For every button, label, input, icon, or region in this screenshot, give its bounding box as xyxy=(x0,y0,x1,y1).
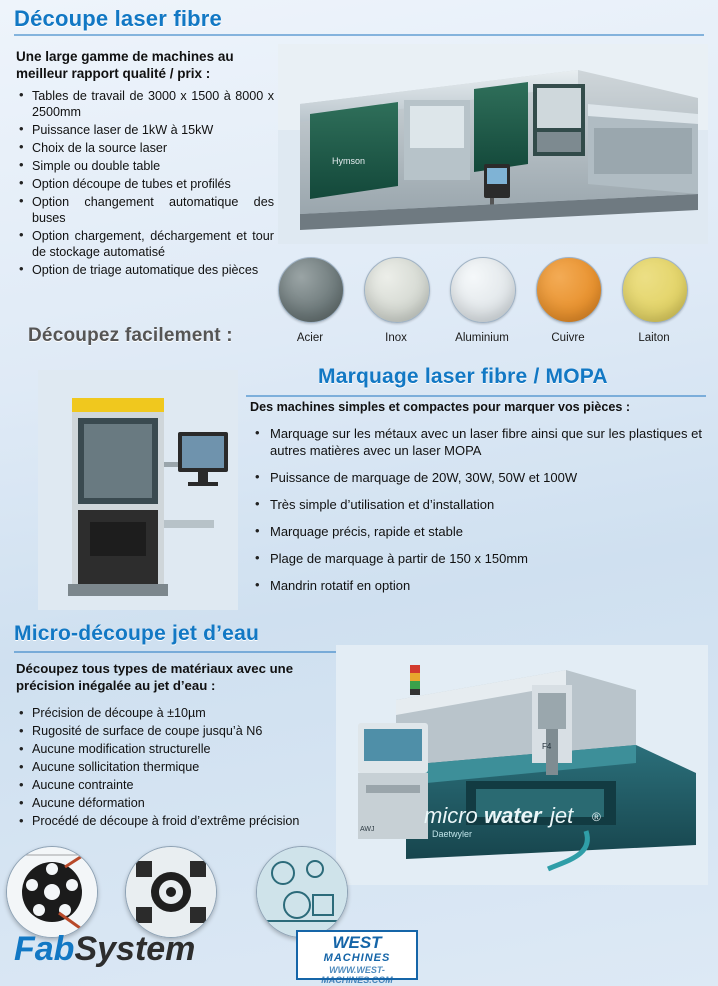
waterjet-machine-image xyxy=(336,645,708,885)
list-item: • Marquage précis, rapide et stable xyxy=(250,523,702,540)
material-swatch-inox xyxy=(364,257,430,323)
material-label-inox: Inox xyxy=(385,332,407,344)
marquage-bullet-list xyxy=(250,425,702,604)
material-label-aluminium: Aluminium xyxy=(455,332,509,344)
divider-laser xyxy=(14,34,704,36)
waterjet-bullet-list xyxy=(16,705,356,831)
material-swatch-acier xyxy=(278,257,344,323)
brand-part-2: System xyxy=(74,930,196,968)
laser-bullet-list xyxy=(16,88,274,280)
material-label-laiton: Laiton xyxy=(638,332,670,344)
svg-text:jet: jet xyxy=(550,803,574,828)
svg-text:Daetwyler: Daetwyler xyxy=(432,829,473,839)
marquage-intro-text: Des machines simples et compactes pour marquer vos pièces : xyxy=(250,400,631,414)
laser-machine-image xyxy=(278,44,708,244)
material-label-cuivre: Cuivre xyxy=(551,332,585,344)
brand-part-1: Fab xyxy=(14,930,75,968)
list-item: • Aucune modification structurelle xyxy=(16,741,356,758)
laser-intro-text: Une large gamme de machines au meilleur rapport qualité / prix : xyxy=(16,49,234,81)
list-item: • Option découpe de tubes et profilés xyxy=(16,176,274,192)
section-title-waterjet: Micro-découpe jet d’eau xyxy=(14,622,259,645)
logo-line-1: WEST xyxy=(332,933,382,952)
material-swatch-laiton xyxy=(622,257,688,323)
svg-text:water: water xyxy=(484,803,542,828)
west-machines-logo xyxy=(296,930,418,985)
list-item: • Puissance de marquage de 20W, 30W, 50W et 100W xyxy=(250,469,702,486)
list-item: • Très simple d’utilisation et d’installation xyxy=(250,496,702,513)
sample-disc-1 xyxy=(6,846,98,938)
list-item: • Mandrin rotatif en option xyxy=(250,577,702,594)
list-item: • Choix de la source laser xyxy=(16,140,274,156)
subtitle-decoupez-facilement: Découpez facilement : xyxy=(28,325,233,346)
svg-text:Hymson: Hymson xyxy=(332,156,366,166)
material-swatch-cuivre xyxy=(536,257,602,323)
list-item: • Aucune contrainte xyxy=(16,777,356,794)
sample-disc-3 xyxy=(256,846,348,938)
list-item: • Option changement automatique des buses xyxy=(16,194,274,226)
list-item: • Simple ou double table xyxy=(16,158,274,174)
marking-machine-image xyxy=(38,370,238,610)
list-item: • Plage de marquage à partir de 150 x 150mm xyxy=(250,550,702,567)
list-item: • Aucune déformation xyxy=(16,795,356,812)
svg-text:micro: micro xyxy=(424,803,478,828)
section-title-laser: Découpe laser fibre xyxy=(14,6,222,31)
list-item: • Aucune sollicitation thermique xyxy=(16,759,356,776)
svg-text:®: ® xyxy=(592,810,601,824)
divider-marquage xyxy=(246,395,706,397)
logo-line-2: MACHINES xyxy=(323,952,391,964)
sample-disc-2 xyxy=(125,846,217,938)
list-item: • Option de triage automatique des pièces xyxy=(16,262,274,278)
list-item: • Précision de découpe à ±10µm xyxy=(16,705,356,722)
list-item: • Tables de travail de 3000 x 1500 à 8000 x 2500mm xyxy=(16,88,274,120)
list-item: • Option chargement, déchargement et tour de stockage automatisé xyxy=(16,228,274,260)
svg-text:F4: F4 xyxy=(542,742,552,751)
svg-text:AWJ: AWJ xyxy=(360,826,375,833)
list-item: • Puissance laser de 1kW à 15kW xyxy=(16,122,274,138)
material-swatch-aluminium xyxy=(450,257,516,323)
material-label-acier: Acier xyxy=(296,332,324,344)
list-item: • Rugosité de surface de coupe jusqu’à N6 xyxy=(16,723,356,740)
list-item: • Procédé de découpe à froid d’extrême précision xyxy=(16,813,356,830)
section-title-marquage: Marquage laser fibre / MOPA xyxy=(318,365,608,388)
list-item: • Marquage sur les métaux avec un laser fibre ainsi que sur les plastiques et autres matières avec un laser MOPA xyxy=(250,425,702,459)
logo-line-3: WWW.WEST-MACHINES.COM xyxy=(321,965,393,985)
waterjet-intro-text: Découpez tous types de matériaux avec une précision inégalée au jet d’eau : xyxy=(16,661,294,693)
company-logo xyxy=(14,930,195,969)
